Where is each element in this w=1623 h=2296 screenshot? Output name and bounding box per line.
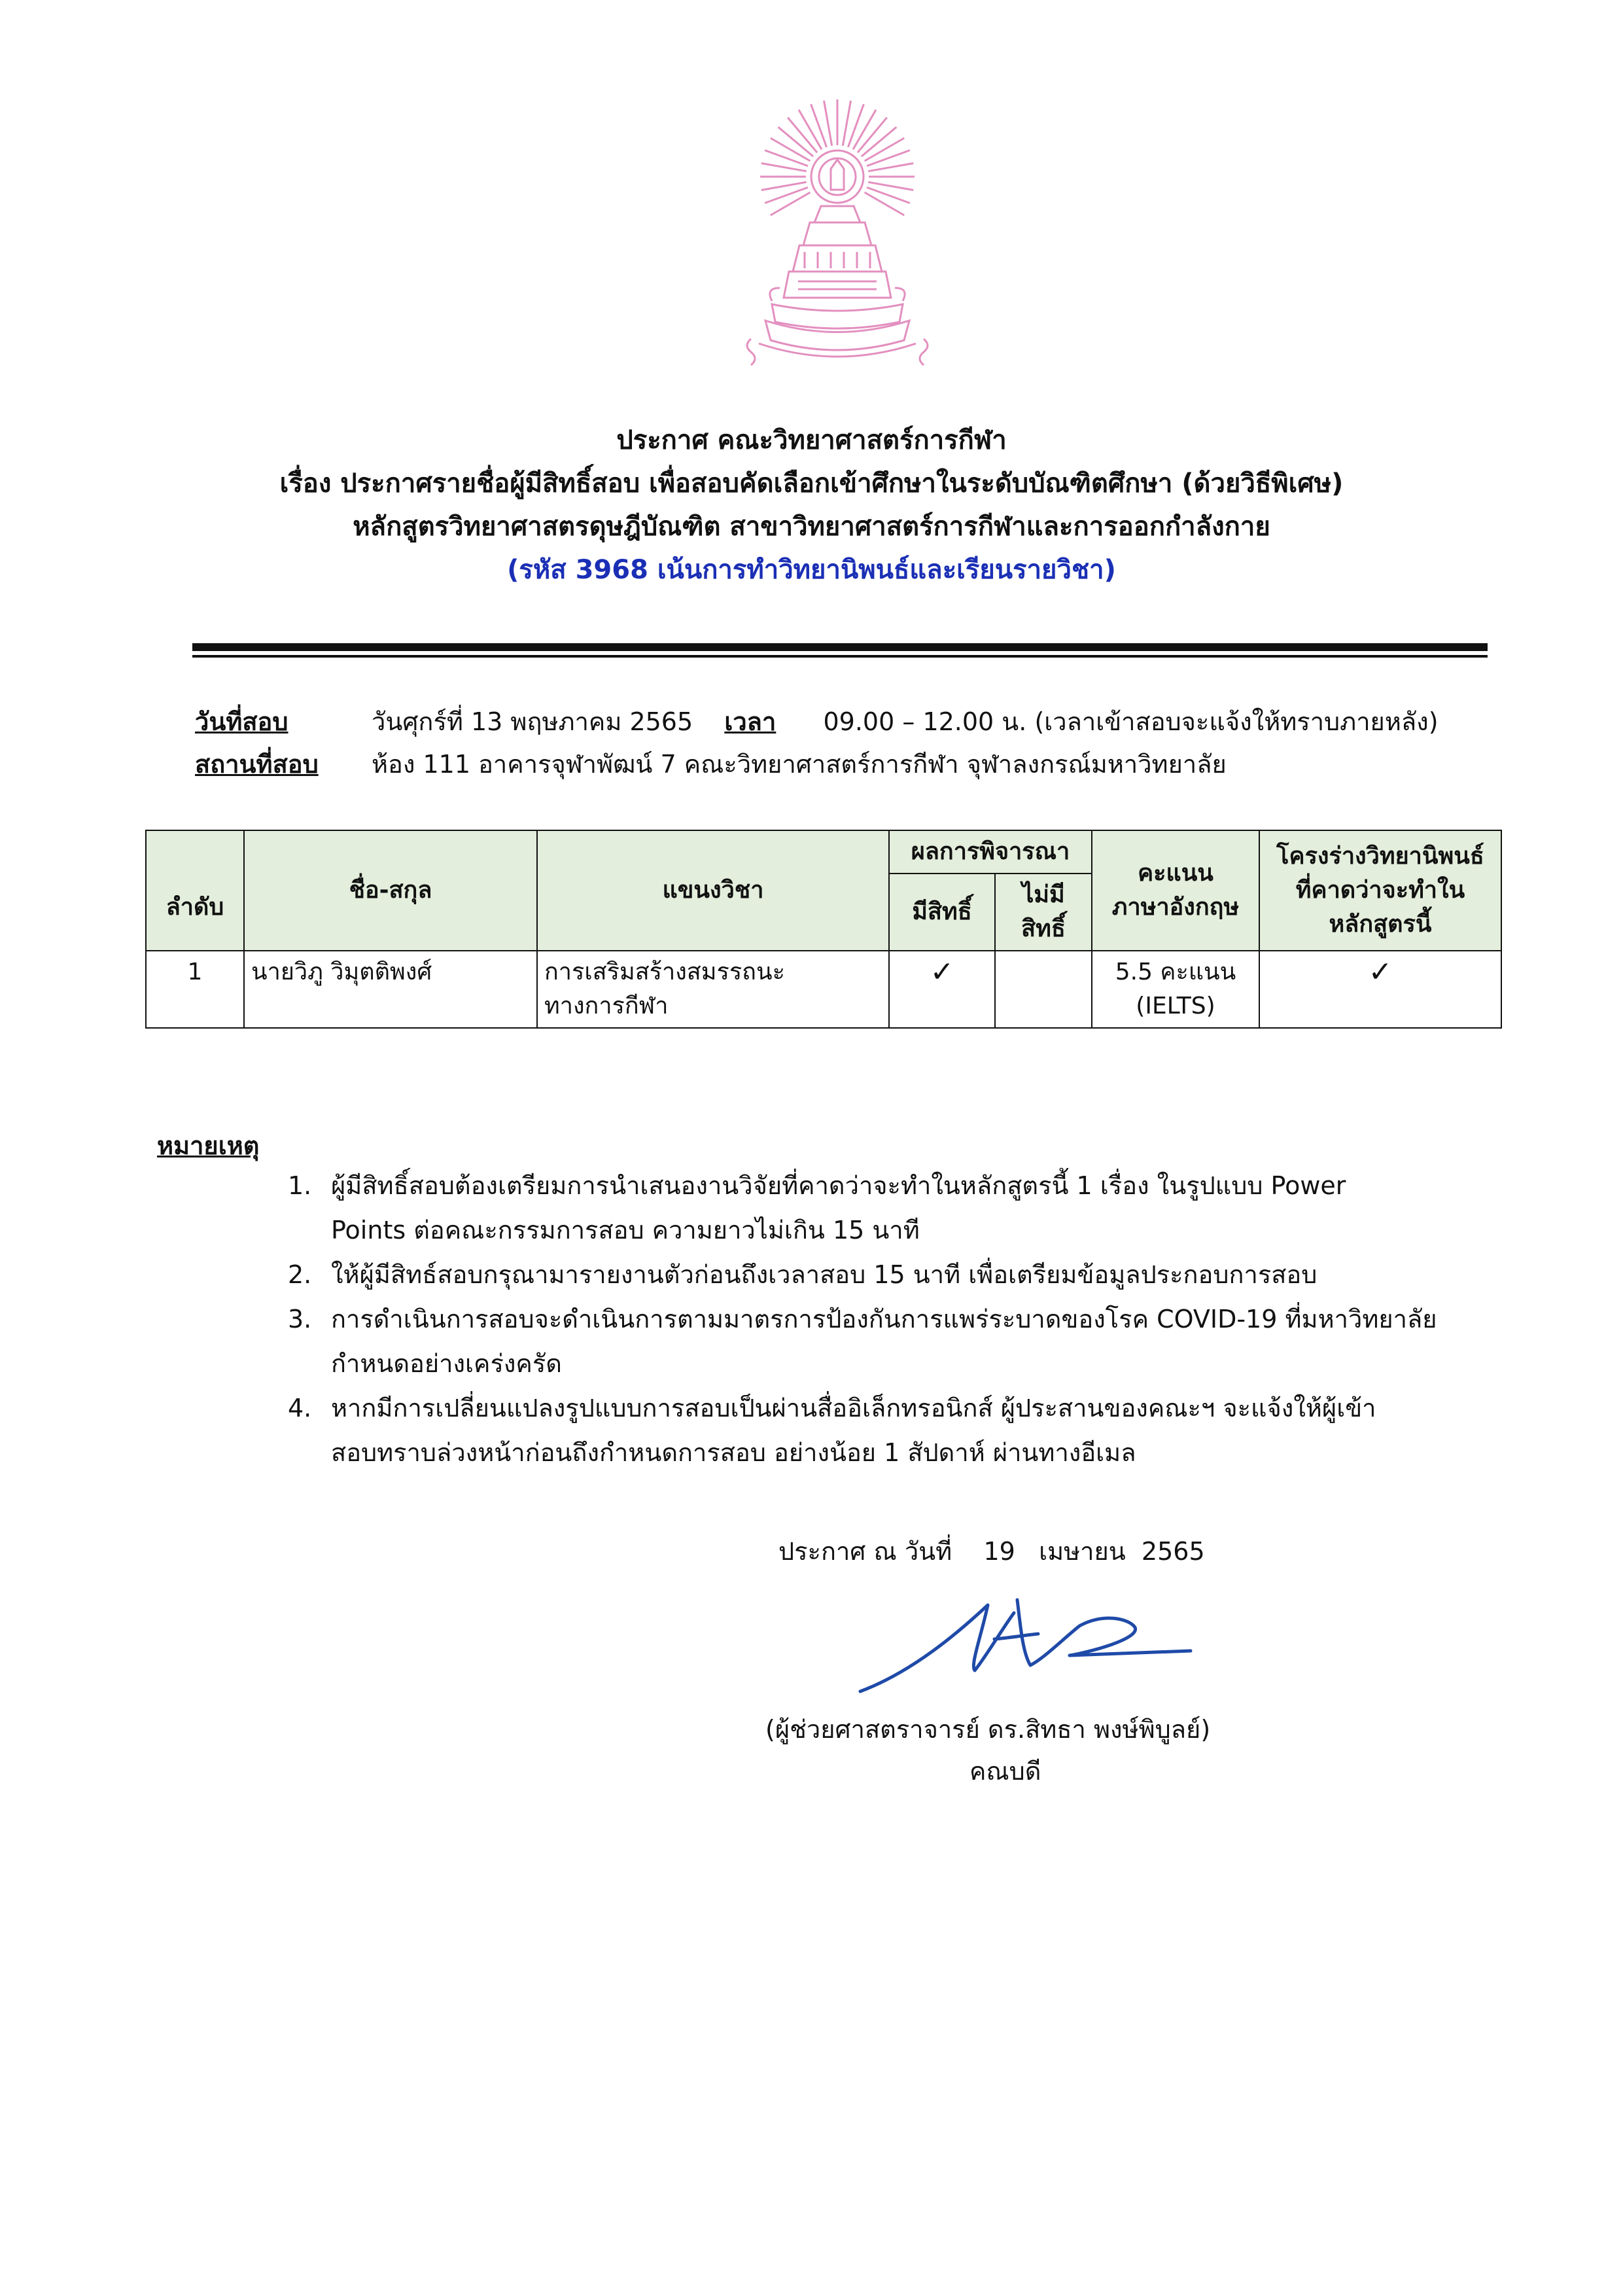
notes-list (288, 1163, 1492, 1475)
header-divider-thin (192, 655, 1488, 658)
crest-ray (843, 101, 850, 146)
cell-order: 1 (146, 951, 244, 1028)
crest-ray (771, 192, 811, 215)
header-thesis-outline: โครงร่างวิทยานิพนธ์ ที่คาดว่าจะทำใน หลักสูตรนี้ (1259, 830, 1501, 951)
exam-place-value: ห้อง 111 อาคารจุฬาพัฒน์ 7 คณะวิทยาศาสตร์การกีฬา จุฬาลงกรณ์มหาวิทยาลัย (372, 750, 1227, 779)
crest-ray (761, 182, 807, 190)
list-item: 4. หากมีการเปลี่ยนแปลงรูปแบบการสอบเป็นผ่านสื่ออิเล็กทรอนิกส์ ผู้ประสานของคณะฯ จะแจ้งให้ผู้เข้า สอบทราบล่วงหน้าก่อนถึงกำหนดการสอบ อย่างน้อย 1 สัปดาห์ ผ่านทางอีเมล (288, 1394, 1376, 1467)
exam-date-label: วันที่สอบ (195, 707, 288, 736)
candidate-results-table (145, 830, 1502, 1029)
table-row (146, 951, 1501, 1028)
announcement-date: ประกาศ ณ วันที่ 19 เมษายน 2565 (778, 1537, 1205, 1566)
signer-title: คณบดี (969, 1757, 1041, 1786)
exam-time-value: 09.00 – 12.00 น. (เวลาเข้าสอบจะแจ้งให้ทราบภายหลัง) (823, 707, 1439, 736)
cell-eligible-checkmark-icon: ✓ (889, 951, 995, 1028)
signer-name: (ผู้ช่วยศาสตราจารย์ ดร.สิทธา พงษ์พิบูลย์) (765, 1715, 1211, 1744)
exam-date-row (195, 703, 288, 740)
announcement-subject: เรื่อง ประกาศรายชื่อผู้มีสิทธิ์สอบ เพื่อสอบคัดเลือกเข้าศึกษาในระดับบัณฑิตศึกษา (ด้วยวิธีพิเศษ) (279, 468, 1344, 499)
list-item: 3. การดำเนินการสอบจะดำเนินการตามมาตรการป้องกันการแพร่ระบาดของโรค COVID-19 ที่มหาวิทยาลัย กำหนดอย่างเคร่งครัด (288, 1305, 1437, 1378)
header-order: ลำดับ (146, 830, 244, 951)
crest-ray (867, 150, 910, 166)
crest-ray (761, 164, 807, 171)
cell-name: นายวิภู วิมุตติพงศ์ (244, 951, 537, 1028)
cell-english-score: 5.5 คะแนน (IELTS) (1092, 951, 1259, 1028)
crest-ray (765, 150, 808, 166)
cell-not-eligible (995, 951, 1092, 1028)
crest-ray (824, 101, 832, 146)
signature-image (854, 1587, 1194, 1704)
program-name: หลักสูตรวิทยาศาสตรดุษฎีบัณฑิต สาขาวิทยาศาสตร์การกีฬาและการออกกำลังกาย (353, 512, 1270, 542)
list-item: 2. ให้ผู้มีสิทธ์สอบกรุณามารายงานตัวก่อนถึงเวลาสอบ 15 นาที เพื่อเตรียมข้อมูลประกอบการสอบ (288, 1260, 1318, 1289)
header-divider-thick (192, 643, 1488, 651)
crest-ray (765, 187, 808, 203)
exam-place-row (195, 746, 319, 783)
cell-field: การเสริมสร้างสมรรถนะ ทางการกีฬา (537, 951, 889, 1028)
header-field: แขนงวิชา (537, 830, 889, 951)
university-crest-logo (733, 92, 942, 393)
crest-ray (848, 104, 864, 147)
cell-outline-checkmark-icon: ✓ (1259, 951, 1501, 1028)
notes-title: หมายเหตุ (157, 1131, 260, 1160)
header-eligible: มีสิทธิ์ (889, 874, 995, 951)
crest-ray (867, 187, 910, 203)
crest-ray (868, 182, 913, 190)
crest-ray (865, 192, 905, 215)
exam-date-value: วันศุกร์ที่ 13 พฤษภาคม 2565 (372, 707, 693, 736)
list-item: 1. ผู้มีสิทธิ์สอบต้องเตรียมการนำเสนองานวิจัยที่คาดว่าจะทำในหลักสูตรนี้ 1 เรื่อง ในรูปแบบ Power Points ต่อคณะกรรมการสอบ ความยาวไม่เกิน 15 นาที (288, 1171, 1346, 1245)
crest-ray (811, 104, 827, 147)
exam-time-label: เวลา (724, 707, 777, 736)
header-not-eligible: ไม่มี สิทธิ์ (995, 874, 1092, 951)
header-result: ผลการพิจารณา (889, 830, 1092, 874)
header-name: ชื่อ-สกุล (244, 830, 537, 951)
header-english-score: คะแนน ภาษาอังกฤษ (1092, 830, 1259, 951)
exam-date-value-row (372, 703, 1439, 740)
announcement-heading: ประกาศ คณะวิทยาศาสตร์การกีฬา (616, 425, 1007, 455)
exam-place-value-row (372, 746, 1227, 783)
crest-ray (868, 164, 913, 171)
exam-place-label: สถานที่สอบ (195, 750, 319, 779)
program-code: (รหัส 3968 เน้นการทำวิทยานิพนธ์และเรียนรายวิชา) (507, 555, 1116, 585)
